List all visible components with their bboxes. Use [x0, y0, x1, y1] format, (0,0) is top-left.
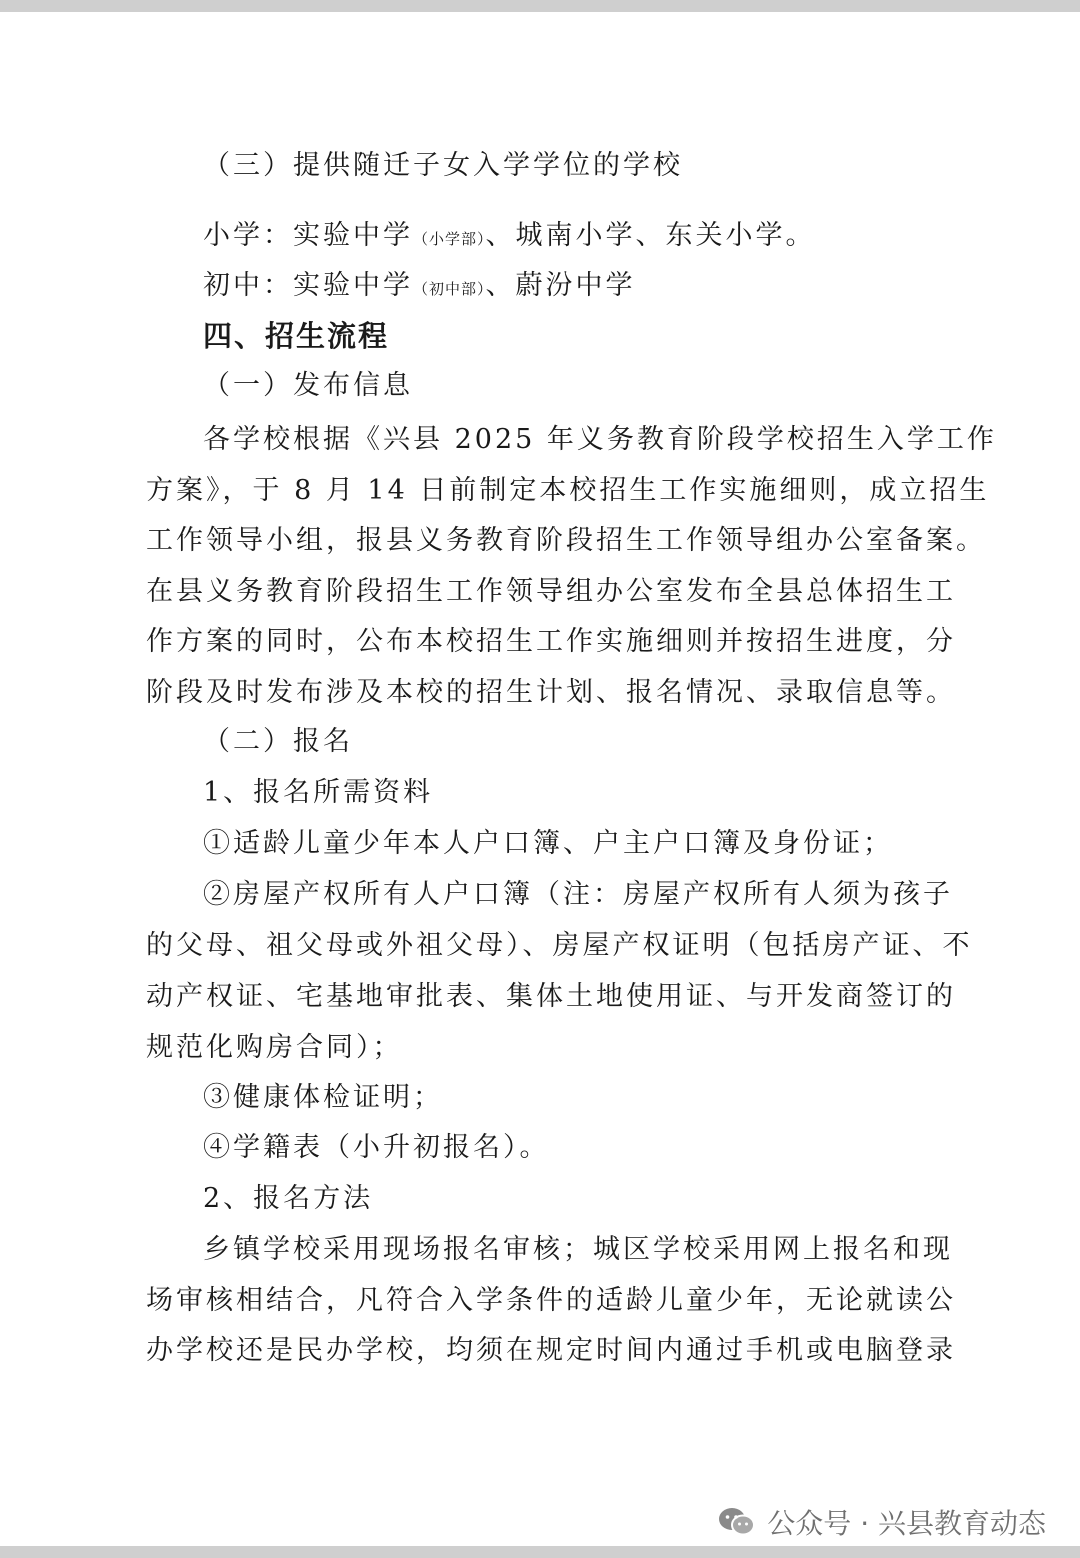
bottom-border	[0, 1546, 1080, 1558]
primary-lead: 小学：实验中学	[203, 220, 413, 251]
paragraph-line: 阶段及时发布涉及本校的招生计划、报名情况、录取信息等。	[146, 677, 956, 708]
subsection-4-1-title: （一）发布信息	[203, 370, 413, 401]
list-item: ②房屋产权所有人户口簿（注：房屋产权所有人须为孩子	[203, 879, 953, 910]
item-1-title: 1、报名所需资料	[203, 777, 434, 808]
wechat-icon	[717, 1506, 757, 1538]
paragraph-line: 办学校还是民办学校，均须在规定时间内通过手机或电脑登录	[146, 1335, 956, 1366]
paragraph-line: 规范化购房合同）；	[146, 1032, 403, 1063]
paragraph-line: 场审核相结合，凡符合入学条件的适龄儿童少年，无论就读公	[146, 1285, 956, 1316]
top-border	[0, 0, 1080, 12]
section-4-heading: 四、招生流程	[203, 319, 390, 353]
paragraph-line: 工作领导小组，报县义务教育阶段招生工作领导组办公室备案。	[146, 525, 986, 556]
primary-note: （小学部）	[413, 230, 486, 248]
paragraph-line: 方案》，于 8 月 14 日前制定本校招生工作实施细则，成立招生	[146, 475, 990, 506]
list-item: ④学籍表（小升初报名）。	[203, 1132, 550, 1163]
middle-lead: 初中：实验中学	[203, 270, 413, 301]
list-item: ③健康体检证明；	[203, 1082, 443, 1113]
paragraph-line: 的父母、祖父母或外祖父母）、房屋产权证明（包括房产证、不	[146, 930, 973, 961]
primary-schools-line	[203, 216, 993, 259]
paragraph-line: 各学校根据《兴县 2025 年义务教育阶段学校招生入学工作	[203, 424, 997, 455]
middle-tail: 、蔚汾中学	[485, 270, 636, 301]
paragraph-line: 作方案的同时，公布本校招生工作实施细则并按招生进度，分	[146, 626, 956, 657]
watermark-text: 公众号 · 兴县教育动态	[767, 1507, 1046, 1540]
paragraph-line: 动产权证、宅基地审批表、集体土地使用证、与开发商签订的	[146, 981, 956, 1012]
paragraph-line: 在县义务教育阶段招生工作领导组办公室发布全县总体招生工	[146, 576, 956, 607]
middle-schools-line	[203, 266, 993, 309]
subsection-4-2-title: （二）报名	[203, 726, 353, 757]
watermark	[717, 1502, 1046, 1542]
subsection-3-title: （三）提供随迁子女入学学位的学校	[203, 150, 683, 181]
list-item: ①适龄儿童少年本人户口簿、户主户口簿及身份证；	[203, 828, 893, 859]
paragraph-line: 乡镇学校采用现场报名审核；城区学校采用网上报名和现	[203, 1234, 953, 1265]
middle-note: （初中部）	[413, 280, 486, 298]
item-2-title: 2、报名方法	[203, 1183, 374, 1214]
primary-tail: 、城南小学、东关小学。	[485, 220, 816, 251]
